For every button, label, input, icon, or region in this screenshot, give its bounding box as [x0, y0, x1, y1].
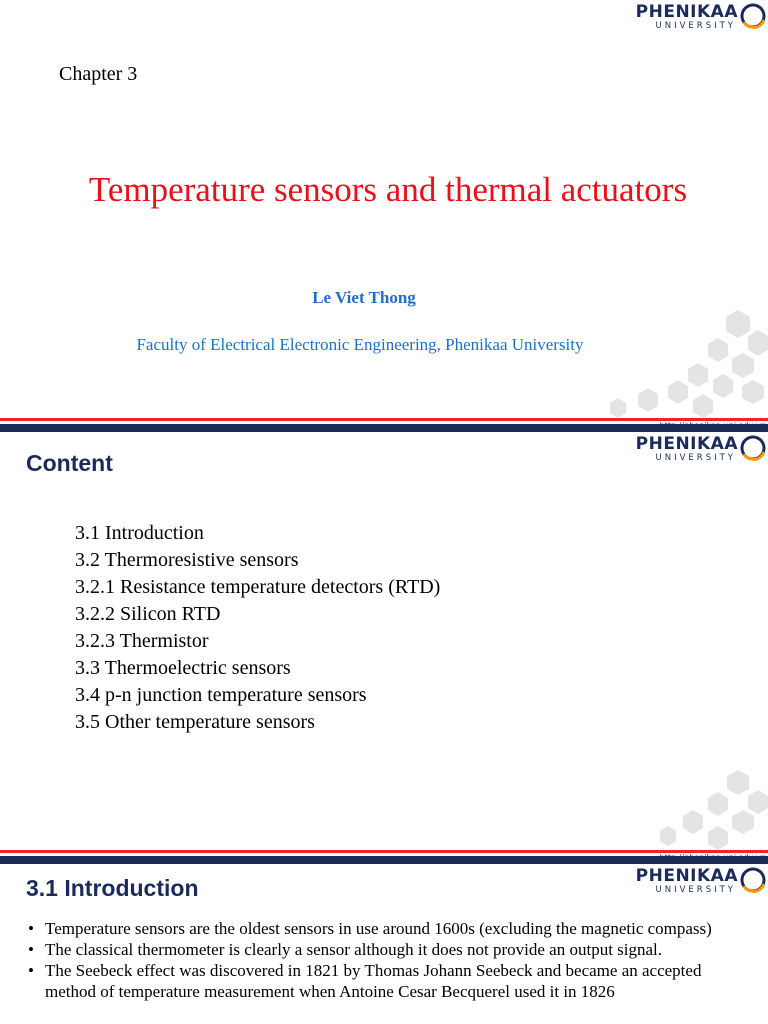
author-name: Le Viet Thong: [312, 288, 416, 307]
phenikaa-logo: [618, 434, 768, 464]
toc-item: 3.2 Thermoresistive sensors: [75, 549, 299, 571]
table-of-contents: [75, 520, 440, 736]
hexagon-pattern-icon: [568, 770, 768, 850]
logo-ring-icon: [738, 2, 768, 32]
content-heading: Content: [26, 450, 113, 476]
intro-heading: 3.1 Introduction: [26, 875, 199, 901]
faculty-name: Faculty of Electrical Electronic Engineering, Phenikaa University: [136, 335, 584, 354]
toc-item: 3.1 Introduction: [75, 522, 204, 544]
logo-ring-icon: [738, 434, 768, 464]
logo-sub: UNIVERSITY: [655, 453, 736, 463]
divider-red-bar: [0, 418, 768, 421]
toc-item: 3.2.2 Silicon RTD: [75, 603, 221, 625]
logo-sub: UNIVERSITY: [655, 21, 736, 31]
footer-url: http://phenikaa-uni.edu.vn: [659, 853, 766, 862]
bullet-item: • Temperature sensors are the oldest sensors in use around 1600s (excluding the magnetic compass): [26, 918, 756, 939]
intro-bullets: [26, 918, 756, 1002]
divider-red-bar: [0, 850, 768, 853]
divider-navy-bar: [0, 424, 768, 432]
chapter-label: Chapter 3: [59, 63, 138, 85]
bullet-item: • The classical thermometer is clearly a sensor although it does not provide an output signal.: [26, 939, 756, 960]
footer-url: http://phenikaa-uni.edu.vn: [659, 421, 766, 430]
toc-item: 3.2.3 Thermistor: [75, 630, 209, 652]
logo-sub: UNIVERSITY: [655, 885, 736, 895]
content-slide: [0, 432, 768, 850]
title-slide: [0, 0, 768, 418]
bullet-item: • The Seebeck effect was discovered in 1821 by Thomas Johann Seebeck and became an accepted method of temperature measurement when Antoine Cesar Becquerel used it in 1826: [26, 960, 756, 1002]
divider-navy-bar: [0, 856, 768, 864]
phenikaa-logo: [618, 866, 768, 896]
logo-name: PHENIKAA: [635, 2, 738, 22]
slide-title: Temperature sensors and thermal actuators: [88, 170, 688, 209]
toc-item: 3.3 Thermoelectric sensors: [75, 657, 291, 679]
introduction-slide: [0, 864, 768, 1024]
toc-item: 3.2.1 Resistance temperature detectors (RTD): [75, 576, 441, 598]
logo-ring-icon: [738, 866, 768, 896]
toc-item: 3.4 p-n junction temperature sensors: [75, 684, 367, 706]
phenikaa-logo: [618, 2, 768, 32]
toc-item: 3.5 Other temperature sensors: [75, 711, 315, 733]
hexagon-pattern-icon: [538, 308, 768, 418]
logo-name: PHENIKAA: [635, 866, 738, 886]
logo-name: PHENIKAA: [635, 434, 738, 454]
